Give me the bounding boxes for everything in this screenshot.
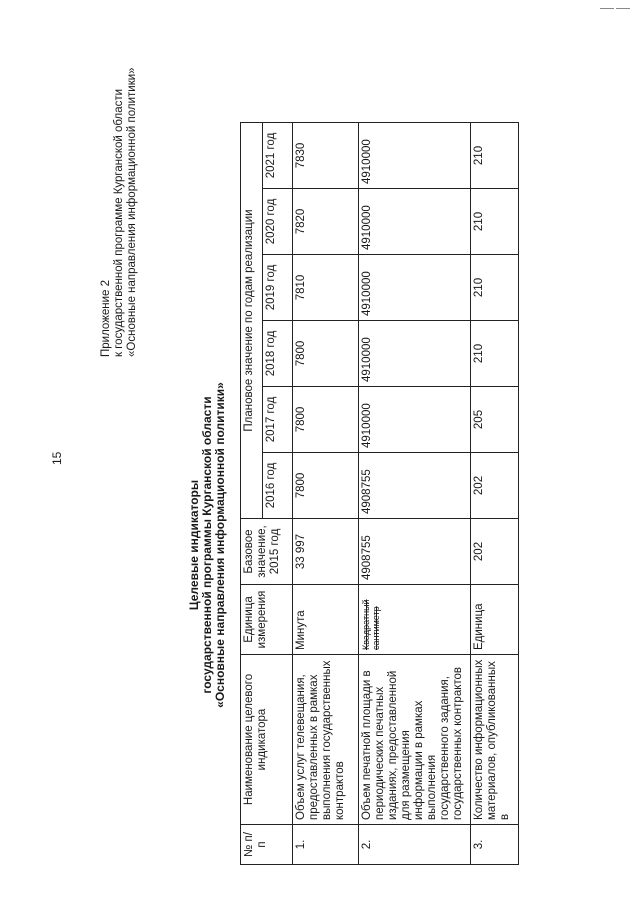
scan-edge-mark (600, 8, 614, 9)
row-unit: Минута (293, 585, 359, 655)
row-value: 202 (471, 453, 519, 519)
table-row (359, 123, 471, 865)
row-value: 4910000 (359, 123, 471, 189)
scan-edge-mark (616, 8, 630, 9)
table-row (471, 123, 519, 865)
header-name: Наименование целевого индикатора (241, 655, 293, 825)
header-unit: Единица измерения (241, 585, 293, 655)
header-year: 2017 год (263, 387, 293, 453)
heading-line-3: «Основные направления информационной политики» (213, 382, 227, 708)
appendix-text: к государственной программе Курганской области «Основные направления информационной политики» (113, 67, 138, 357)
row-name: Объем печатной площади в периодических печатных изданиях, предоставленной для размещения информации в рамках выполнения государственного задания, государственных контрактов (359, 655, 471, 825)
header-year: 2020 год (263, 189, 293, 255)
appendix-note (100, 67, 139, 357)
row-name: Количество информационных материалов, опубликованных в (471, 655, 519, 825)
appendix-title: Приложение 2 (100, 279, 112, 357)
header-plan-group: Плановое значение по годам реализации (241, 123, 263, 519)
row-base: 33 997 (293, 519, 359, 585)
row-value: 4908755 (359, 453, 471, 519)
row-num: 2. (359, 825, 471, 865)
row-value: 7800 (293, 453, 359, 519)
row-value: 4910000 (359, 255, 471, 321)
header-base: Базовое значение, 2015 год (241, 519, 293, 585)
header-year: 2021 год (263, 123, 293, 189)
row-unit-text: Квадратный сантиметр (361, 599, 381, 650)
header-year: 2018 год (263, 321, 293, 387)
heading-line-1: Целевые индикаторы (187, 479, 201, 611)
row-value: 210 (471, 123, 519, 189)
row-value: 210 (471, 255, 519, 321)
row-unit (359, 585, 471, 655)
header-year: 2019 год (263, 255, 293, 321)
row-value: 7810 (293, 255, 359, 321)
table-row (293, 123, 359, 865)
row-value: 7830 (293, 123, 359, 189)
heading-line-2: государственной программы Курганской области (200, 396, 214, 694)
row-value: 7820 (293, 189, 359, 255)
row-unit: Единица (471, 585, 519, 655)
row-value: 210 (471, 321, 519, 387)
row-value: 7800 (293, 387, 359, 453)
row-value: 7800 (293, 321, 359, 387)
table-header-row (241, 123, 263, 865)
header-num: № п/п (241, 825, 293, 865)
document-heading (188, 365, 227, 725)
row-num: 1. (293, 825, 359, 865)
row-value: 4910000 (359, 387, 471, 453)
indicators-table (240, 122, 519, 865)
row-num: 3. (471, 825, 519, 865)
row-base: 4908755 (359, 519, 471, 585)
row-name: Объем услуг телевещания, предоставленных в рамках выполнения государственных контрактов (293, 655, 359, 825)
row-base: 202 (471, 519, 519, 585)
page-number: 15 (50, 451, 64, 465)
row-value: 205 (471, 387, 519, 453)
header-year: 2016 год (263, 453, 293, 519)
row-value: 4910000 (359, 321, 471, 387)
row-value: 4910000 (359, 189, 471, 255)
row-value: 210 (471, 189, 519, 255)
